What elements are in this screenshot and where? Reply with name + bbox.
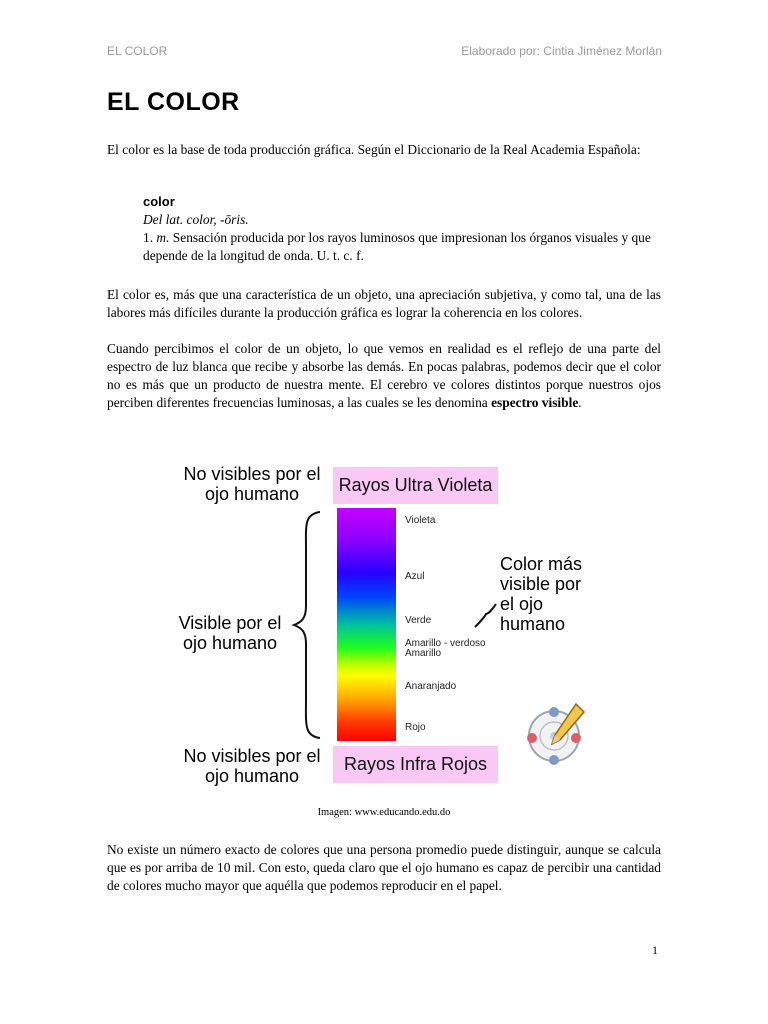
- band-label: Azul: [405, 571, 425, 582]
- band-label: Amarillo: [405, 648, 442, 659]
- pointer-line-icon: [470, 600, 500, 630]
- label-visible: Visible por el ojo humano: [178, 613, 282, 653]
- paragraph-4: No existe un número exacto de colores que una persona promedio puede distinguir, aunque se calcula que es por arriba de 10 mil. Con esto, queda claro que el ojo humano es capaz de percibir una cantidad de colores mucho mayor que aquélla que podemos reproducir en el papel.: [107, 842, 661, 893]
- visible-spectrum-bar: [337, 508, 396, 741]
- band-label: Rojo: [405, 722, 426, 733]
- definition-term: color: [143, 194, 175, 209]
- ultraviolet-box: Rayos Ultra Violeta: [333, 467, 498, 504]
- dictionary-definition: [143, 193, 663, 265]
- band-label: Verde: [405, 615, 432, 626]
- paragraph-2: El color es, más que una característica de un objeto, una apreciación subjetiva, y como tal, una de las labores más difíciles durante la producción gráfica es lograr la coherencia en los colores.: [107, 287, 661, 320]
- label-most-visible: Color más visible por el ojo humano: [500, 554, 583, 634]
- page-title: EL COLOR: [107, 88, 240, 116]
- color-wheel-pencil-icon: [524, 700, 588, 766]
- header-right: Elaborado por: Cintia Jiménez Morlán: [461, 44, 662, 58]
- definition-etymology: Del lat. color, -ōris.: [143, 212, 249, 227]
- intro-paragraph: El color es la base de toda producción gráfica. Según el Diccionario de la Real Academia Española:: [107, 142, 641, 157]
- infrared-box: Rayos Infra Rojos: [333, 746, 498, 783]
- label-not-visible-bottom: No visibles por el ojo humano: [183, 746, 321, 786]
- band-label: Amarillo - verdoso: [405, 638, 486, 649]
- curly-brace-icon: [290, 510, 324, 740]
- figure-caption: Imagen: www.educando.edu.do: [317, 807, 451, 818]
- band-label: Anaranjado: [405, 681, 457, 692]
- page-number: 1: [652, 943, 658, 957]
- definition-sense: 1. m. Sensación producida por los rayos luminosos que impresionan los órganos visuales y que depende de la longitud de onda. U. t. c. f.: [143, 230, 651, 263]
- header-left: EL COLOR: [107, 44, 168, 58]
- band-label: Violeta: [405, 515, 436, 526]
- label-not-visible-top: No visibles por el ojo humano: [183, 464, 321, 504]
- paragraph-3: Cuando percibimos el color de un objeto, lo que vemos en realidad es el reflejo de una parte del espectro de luz blanca que recibe y absorbe las demás. En pocas palabras, podemos decir que el color no es más que un producto de nuestra mente. El cerebro ve colores distintos porque nuestros ojos perciben diferentes frecuencias luminosas, a las cuales se les denomina espectro visible.: [107, 341, 661, 410]
